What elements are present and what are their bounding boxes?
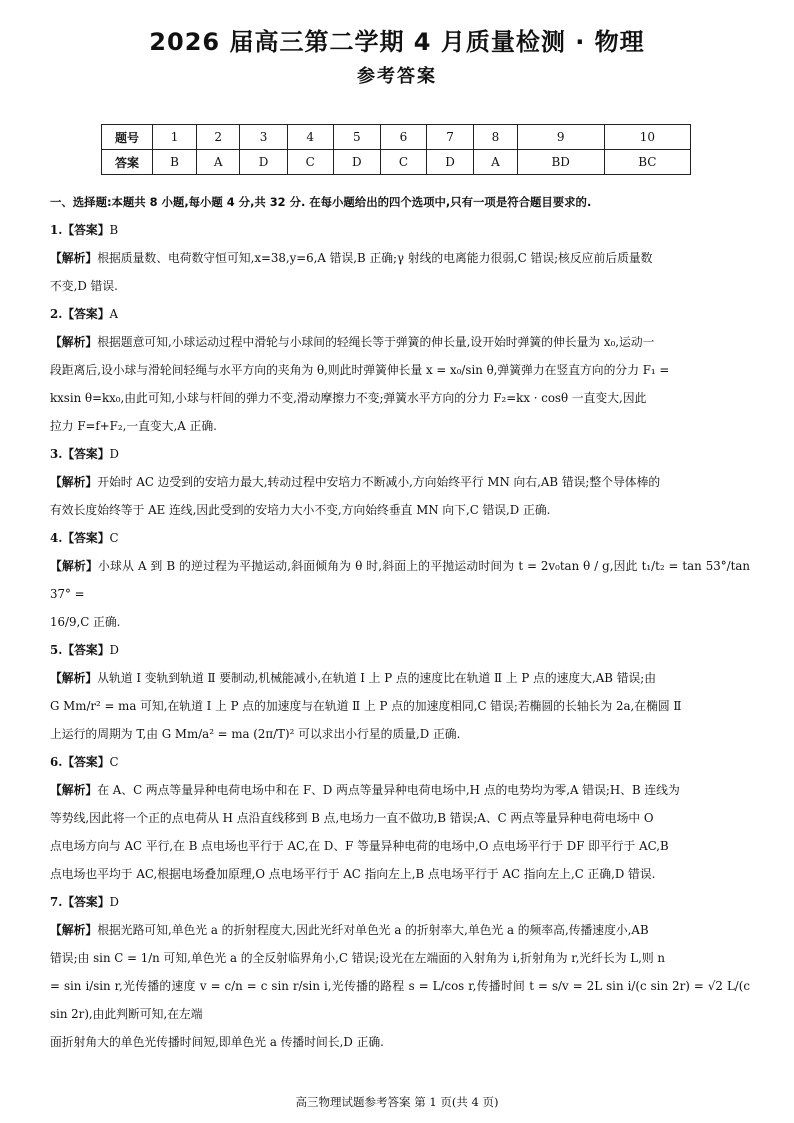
- explanation-text: kxsin θ=kx₀,由此可知,小球与杆间的弹力不变,滑动摩擦力不变;弹簧水平方向的分力 F₂=kx · cosθ 一直变大,因此: [50, 391, 647, 405]
- question-number-cell: 6: [381, 125, 427, 150]
- explanation-text: 拉力 F=f+F₂,一直变大,A 正确.: [50, 419, 217, 433]
- question-answer-line: [50, 636, 750, 664]
- answer-label: 【答案】: [62, 755, 110, 769]
- row-header-number: 题号: [102, 125, 153, 150]
- explain-label: 【解析】: [50, 475, 98, 489]
- explain-label: 【解析】: [50, 251, 98, 265]
- explain-label: 【解析】: [50, 671, 98, 685]
- question-number-cell: 9: [517, 125, 604, 150]
- explanation-line: [50, 384, 750, 412]
- explanation-text: 等势线,因此将一个正的点电荷从 H 点沿直线移到 B 点,电场力一直不做功,B 错误;A、C 两点等量异种电荷电场中 O: [50, 811, 654, 825]
- explanation-text: 段距离后,设小球与滑轮间轻绳与水平方向的夹角为 θ,则此时弹簧伸长量 x = x₀/sin θ,弹簧弹力在竖直方向的分力 F₁ =: [50, 363, 670, 377]
- answer-value: D: [109, 447, 119, 461]
- answer-value: C: [109, 531, 119, 545]
- answer-label: 【答案】: [62, 223, 110, 237]
- explanation-text: 错误;由 sin C = 1/n 可知,单色光 a 的全反射临界角小,C 错误;设光在左端面的入射角为 i,折射角为 r,光纤长为 L,则 n: [50, 951, 666, 965]
- answer-label: 【答案】: [62, 531, 110, 545]
- explanation-text: 点电场方向与 AC 平行,在 B 点电场也平行于 AC,在 D、F 等量异种电荷的电场中,O 点电场平行于 DF 即平行于 AC,B: [50, 839, 669, 853]
- explanation-line: [50, 776, 750, 804]
- answer-value: D: [109, 895, 119, 909]
- explanation-text: 根据质量数、电荷数守恒可知,x=38,y=6,A 错误,B 正确;γ 射线的电离能力很弱,C 错误;核反应前后质量数: [97, 251, 653, 265]
- explanation-line: [50, 412, 750, 440]
- explanation-text: 有效长度始终等于 AE 连线,因此受到的安培力大小不变,方向始终垂直 MN 向下,C 错误,D 正确.: [50, 503, 551, 517]
- answer-cell: A: [474, 150, 517, 175]
- explain-label: 【解析】: [50, 783, 98, 797]
- explanation-line: [50, 860, 750, 888]
- answer-cell: C: [287, 150, 333, 175]
- explanation-line: [50, 552, 750, 608]
- question-number: 6.: [50, 755, 63, 769]
- question-number-cell: 7: [426, 125, 474, 150]
- answer-cell: D: [240, 150, 288, 175]
- question-number: 5.: [50, 643, 63, 657]
- explanation-text: 不变,D 错误.: [50, 279, 118, 293]
- explanation-text: 面折射角大的单色光传播时间短,即单色光 a 传播时间长,D 正确.: [50, 1035, 384, 1049]
- explanation-line: [50, 832, 750, 860]
- explanation-text: 开始时 AC 边受到的安培力最大,转动过程中安培力不断减小,方向始终平行 MN 向右,AB 错误;整个导体棒的: [97, 475, 661, 489]
- explanation-text: = sin i/sin r,光传播的速度 v = c/n = c sin r/sin i,光传播的路程 s = L/cos r,传播时间 t = s/v = 2L sin i/(c sin 2r) = √2 L/(c sin 2r),由此判断可知,在左端: [50, 979, 750, 1021]
- question-number: 7.: [50, 895, 63, 909]
- question-number: 2.: [50, 307, 63, 321]
- explanation-text: 在 A、C 两点等量异种电荷电场中和在 F、D 两点等量异种电荷电场中,H 点的电势均为零,A 错误;H、B 连线为: [97, 783, 680, 797]
- answer-value: C: [109, 755, 119, 769]
- explain-label: 【解析】: [50, 335, 98, 349]
- question-number: 4.: [50, 531, 63, 545]
- explanation-line: [50, 608, 750, 636]
- answer-value: B: [109, 223, 119, 237]
- question-number-cell: 4: [287, 125, 333, 150]
- question-number-cell: 3: [240, 125, 288, 150]
- answer-label: 【答案】: [62, 307, 110, 321]
- question-list: [50, 216, 750, 1056]
- question-answer-line: [50, 216, 750, 244]
- answer-value: A: [109, 307, 119, 321]
- explanation-text: 根据光路可知,单色光 a 的折射程度大,因此光纤对单色光 a 的折射率大,单色光 a 的频率高,传播速度小,AB: [97, 923, 649, 937]
- page-footer: 高三物理试题参考答案 第 1 页(共 4 页): [295, 1095, 499, 1109]
- row-header-answer: 答案: [102, 150, 153, 175]
- explanation-line: [50, 720, 750, 748]
- page-title: 2026 届高三第二学期 4 月质量检测 · 物理: [149, 28, 645, 56]
- explanation-line: [50, 244, 750, 272]
- explanation-line: [50, 972, 750, 1028]
- explanation-line: [50, 692, 750, 720]
- explanation-text: 点电场也平均于 AC,根据电场叠加原理,O 点电场平行于 AC 指向左上,B 点电场平行于 AC 指向左上,C 正确,D 错误.: [50, 867, 656, 881]
- question-number-cell: 2: [197, 125, 240, 150]
- explanation-line: [50, 468, 750, 496]
- question-number: 3.: [50, 447, 63, 461]
- answer-cell: C: [381, 150, 427, 175]
- explanation-text: 上运行的周期为 T,由 G Mm/a² = ma (2π/T)² 可以求出小行星的质量,D 正确.: [50, 727, 461, 741]
- question-number-cell: 5: [333, 125, 381, 150]
- question-answer-line: [50, 888, 750, 916]
- explanation-line: [50, 804, 750, 832]
- answer-cell: B: [153, 150, 197, 175]
- question-answer-line: [50, 300, 750, 328]
- explanation-line: [50, 944, 750, 972]
- answer-table-number-row: [102, 125, 691, 150]
- answer-cell: BC: [604, 150, 690, 175]
- explanation-line: [50, 328, 750, 356]
- answer-cell: D: [426, 150, 474, 175]
- solution-body: [50, 188, 750, 1056]
- answer-cell: BD: [517, 150, 604, 175]
- explanation-line: [50, 496, 750, 524]
- answer-value: D: [109, 643, 119, 657]
- explanation-line: [50, 272, 750, 300]
- explanation-line: [50, 664, 750, 692]
- page-subtitle: 参考答案: [357, 66, 437, 87]
- explanation-text: 从轨道 Ⅰ 变轨到轨道 Ⅱ 要制动,机械能减小,在轨道 Ⅰ 上 P 点的速度比在轨道 Ⅱ 上 P 点的速度大,AB 错误;由: [97, 671, 657, 685]
- question-answer-line: [50, 524, 750, 552]
- question-number: 1.: [50, 223, 63, 237]
- explanation-text: G Mm/r² = ma 可知,在轨道 Ⅰ 上 P 点的加速度与在轨道 Ⅱ 上 P 点的加速度相同,C 错误;若椭圆的长轴长为 2a,在椭圆 Ⅱ: [50, 699, 682, 713]
- answer-table-answer-row: [102, 150, 691, 175]
- question-answer-line: [50, 748, 750, 776]
- explanation-line: [50, 356, 750, 384]
- answer-label: 【答案】: [62, 643, 110, 657]
- answer-label: 【答案】: [62, 895, 110, 909]
- question-number-cell: 10: [604, 125, 690, 150]
- explanation-text: 根据题意可知,小球运动过程中滑轮与小球间的轻绳长等于弹簧的伸长量,设开始时弹簧的伸长量为 x₀,运动一: [97, 335, 655, 349]
- explanation-line: [50, 916, 750, 944]
- explain-label: 【解析】: [50, 559, 99, 573]
- answer-cell: D: [333, 150, 381, 175]
- question-answer-line: [50, 440, 750, 468]
- explanation-line: [50, 1028, 750, 1056]
- question-number-cell: 1: [153, 125, 197, 150]
- answer-cell: A: [197, 150, 240, 175]
- explanation-text: 16/9,C 正确.: [50, 615, 121, 629]
- question-number-cell: 8: [474, 125, 517, 150]
- answer-label: 【答案】: [62, 447, 110, 461]
- answer-table: [101, 124, 691, 175]
- explanation-text: 小球从 A 到 B 的逆过程为平抛运动,斜面倾角为 θ 时,斜面上的平抛运动时间为 t = 2v₀tan θ / g,因此 t₁/t₂ = tan 53°/tan 37° =: [50, 559, 750, 601]
- section-heading: 一、选择题:本题共 8 小题,每小题 4 分,共 32 分. 在每小题给出的四个选项中,只有一项是符合题目要求的.: [50, 195, 592, 209]
- explain-label: 【解析】: [50, 923, 98, 937]
